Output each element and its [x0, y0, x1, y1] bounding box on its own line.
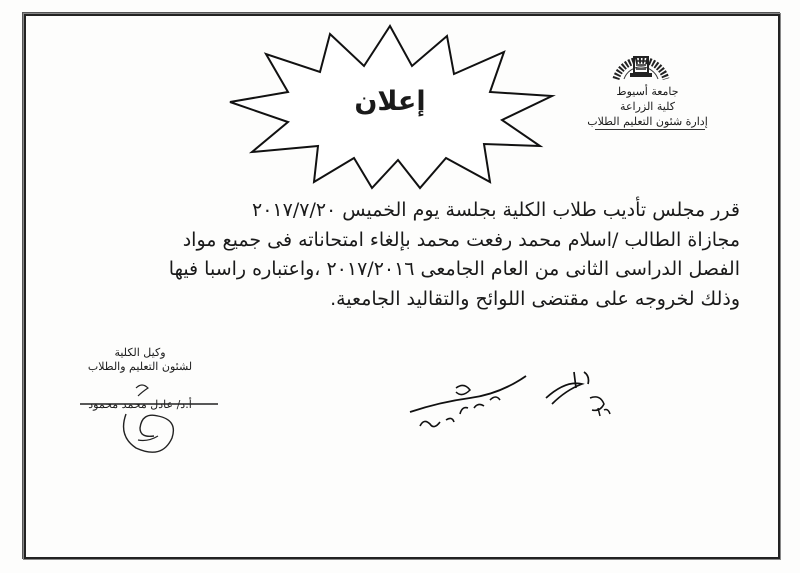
department-name: إدارة شئون التعليم الطلاب [587, 115, 708, 128]
body-line: الفصل الدراسى الثانى من العام الجامعى ٢٠١٧/٢٠١٦ ،واعتباره راسبا فيها [168, 258, 740, 280]
page-title: إعلان [354, 86, 426, 117]
signatory-title-line1: وكيل الكلية [114, 346, 166, 359]
body-line: قرر مجلس تأديب طلاب الكلية بجلسة يوم الخميس ٢٠١٧/٧/٢٠ [252, 199, 740, 221]
signatory-name: أ.د/ عادل محمد محمود [88, 398, 192, 411]
body-line: وذلك لخروجه على مقتضى اللوائح والتقاليد الجامعية. [330, 287, 740, 310]
signatory-title-line2: لشئون التعليم والطلاب [87, 360, 193, 373]
faculty-name: كلية الزراعة [620, 100, 675, 113]
body-line: مجازاة الطالب /اسلام محمد رفعت محمد بإلغاء امتحاناته فى جميع مواد [182, 228, 740, 251]
university-name: جامعة أسيوط [616, 85, 679, 98]
